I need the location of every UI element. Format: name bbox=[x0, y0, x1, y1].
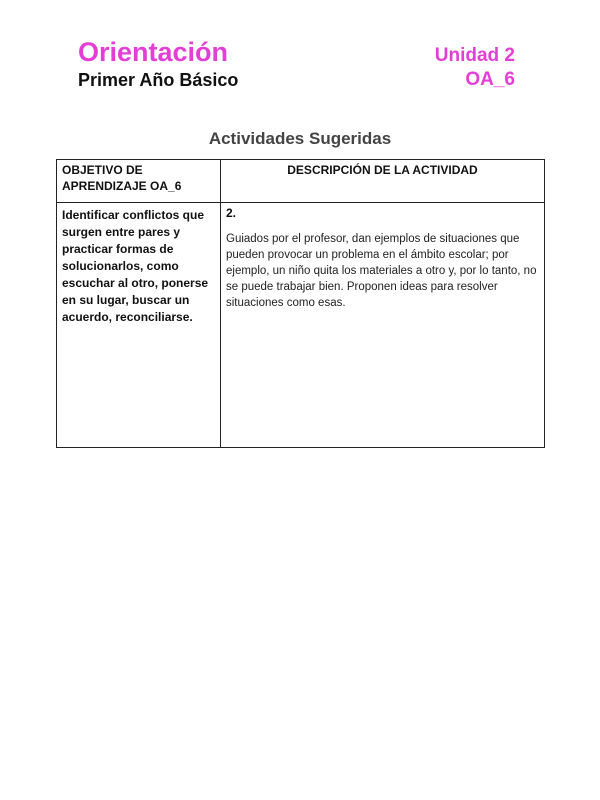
objective-cell bbox=[57, 203, 221, 448]
table-header-row bbox=[57, 160, 545, 203]
objective-column-header: OBJETIVO DE APRENDIZAJE OA_6 bbox=[57, 160, 221, 203]
objective-text: Identificar conflictos que surgen entre pares y practicar formas de solucionarlos, como escuchar al otro, ponerse en su lugar, buscar un acuerdo, reconciliarse. bbox=[62, 208, 209, 324]
course-name: Primer Año Básico bbox=[78, 70, 239, 90]
subject-title: Orientación bbox=[78, 37, 229, 67]
activities-table bbox=[56, 159, 545, 448]
activity-number: 2. bbox=[226, 206, 237, 220]
unit-label: Unidad 2 bbox=[434, 45, 515, 66]
table-row bbox=[57, 203, 545, 448]
description-cell bbox=[221, 203, 545, 448]
activity-description: Guiados por el profesor, dan ejemplos de situaciones que pueden provocar un problema en el ámbito escolar; por ejemplo, un niño quita los materiales a otro y, por lo tanto, no se puede trabajar bien. Proponen ideas para resolver situaciones como esas. bbox=[226, 233, 537, 309]
description-column-header: DESCRIPCIÓN DE LA ACTIVIDAD bbox=[221, 160, 545, 203]
section-title: Actividades Sugeridas bbox=[208, 129, 392, 148]
oa-label: OA_6 bbox=[465, 69, 515, 90]
